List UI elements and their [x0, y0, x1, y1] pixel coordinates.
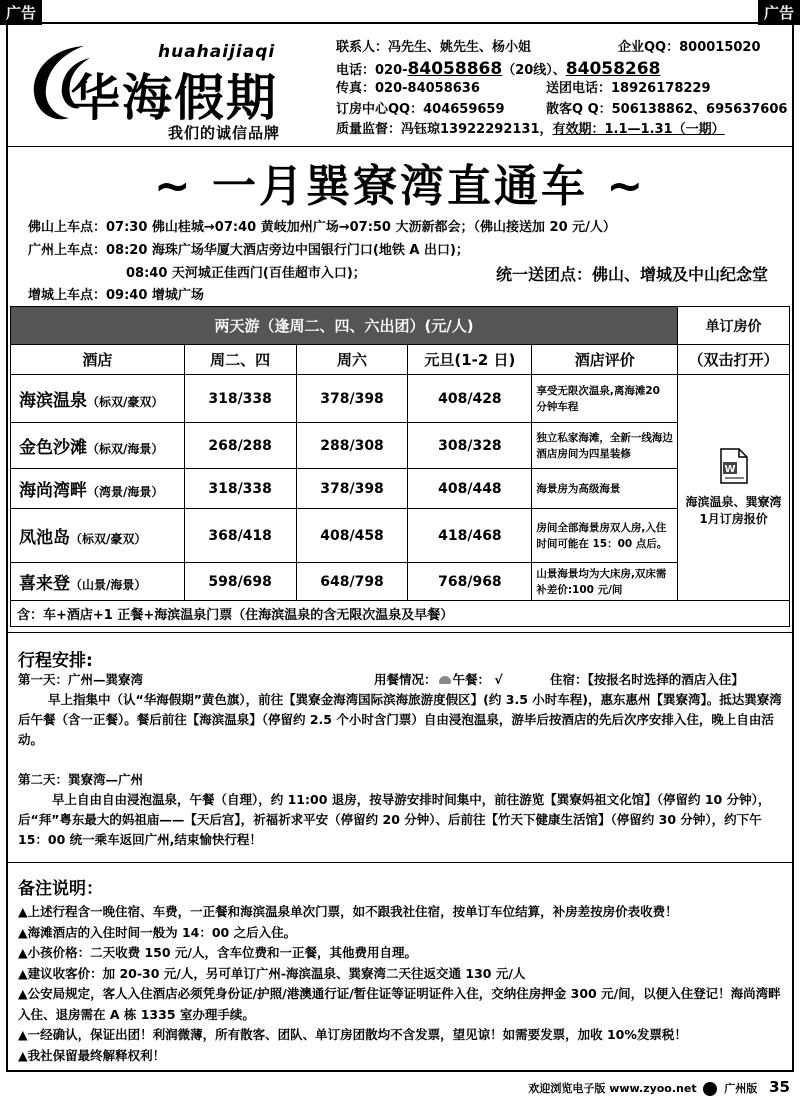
side-sub: （双击打开） — [678, 345, 790, 375]
price-weekday: 318/338 — [184, 375, 296, 423]
day1-header — [18, 670, 784, 690]
doc-caption: 海滨温泉、巽寮湾1月订房报价 — [685, 494, 782, 526]
table-header: 两天游（逢周二、四、六出团）(元/人) — [11, 307, 678, 345]
contact-order-qq: 订房中心QQ：404659659 — [336, 101, 505, 117]
pickup-foshan: 佛山上车点：07:30 佛山桂城→07:40 黄岐加州广场→07:50 大沥新都会；（佛山接送加 20 元/人） — [28, 220, 616, 235]
price-table — [10, 306, 790, 627]
price-newyear: 418/468 — [408, 509, 532, 563]
hotel-name: 金色沙滩（标双/海景） — [11, 423, 185, 469]
day1-text: 早上指集中（认“华海假期”黄色旗），前往【巽寮金海湾国际滨海旅游度假区】(约 3.5 小时车程)，惠东惠州【巽寮湾】。抵达巽寮湾后午餐（含一正餐）。餐后前往【海滨温泉】（停留约 2.5 个小时含门票）自由浸泡温泉，游毕后按酒店的先后次序安排入住，晚上自由活动。 — [18, 692, 782, 747]
hotel-name: 海滨温泉（标双/豪双） — [11, 375, 185, 423]
footer-text: 欢迎浏览电子版 www.zyoo.net — [528, 1082, 697, 1095]
footer-edition: 广州版 — [724, 1082, 758, 1095]
phone-lines: （20线）、 — [502, 62, 566, 78]
itinerary-day1 — [18, 670, 784, 750]
table-row — [11, 375, 790, 423]
ad-tag-left: 广告 — [0, 0, 42, 25]
page-title: ~ 一月巽寮湾直通车 ~ — [153, 161, 647, 212]
phone-label: 电话：020- — [336, 62, 408, 78]
day2-header: 第二天：巽寮湾—广州 — [18, 772, 144, 787]
price-saturday: 648/798 — [296, 563, 408, 601]
price-weekday: 318/338 — [184, 469, 296, 509]
price-newyear: 408/448 — [408, 469, 532, 509]
price-weekday: 368/418 — [184, 509, 296, 563]
contact-validity: 有效期：1.1—1.31（一期） — [552, 122, 725, 137]
day1-stay: 住宿：【按报名时选择的酒店入住】 — [550, 672, 744, 687]
remark-item: ▲小孩价格：二天收费 150 元/人，含车位费和一正餐，其他费用自理。 — [18, 945, 417, 960]
hotel-review: 房间全部海景房双人房,入住时间可能在 15：00 点后。 — [532, 509, 678, 563]
table-row — [11, 563, 790, 601]
price-saturday: 288/308 — [296, 423, 408, 469]
price-saturday: 408/458 — [296, 509, 408, 563]
gather-point: 统一送团点：佛山、增城及中山纪念堂 — [496, 265, 769, 284]
day1-route: 第一天：广州—巽寮湾 — [18, 672, 144, 687]
price-newyear: 308/328 — [408, 423, 532, 469]
price-weekday: 598/698 — [184, 563, 296, 601]
remark-item: ▲海滩酒店的入住时间一般为 14：00 之后入住。 — [18, 924, 297, 940]
price-saturday: 378/398 — [296, 375, 408, 423]
hotel-review: 独立私家海滩，全新一线海边酒店房间为四星装修 — [532, 423, 678, 469]
price-newyear: 768/968 — [408, 563, 532, 601]
contact-guest-qq: 散客Q Q：506138862、695637606 — [546, 101, 788, 117]
itinerary-title: 行程安排: — [18, 651, 93, 671]
col-saturday: 周六 — [296, 345, 408, 375]
footer — [0, 1078, 790, 1096]
price-weekday: 268/288 — [184, 423, 296, 469]
logo-slogan: 我们的诚信品牌 — [168, 124, 281, 142]
page-number: 35 — [769, 1078, 790, 1096]
day1-meal-label: 用餐情况： 午餐： √ — [374, 672, 503, 687]
contact-quality: 质量监督：冯钰琼13922292131， — [336, 122, 553, 137]
contact-delivery: 送团电话：18926178229 — [546, 81, 711, 96]
itinerary-day2 — [18, 770, 784, 850]
col-weekday: 周二、四 — [184, 345, 296, 375]
contact-people: 联系人：冯先生、姚先生、杨小姐 — [336, 40, 532, 55]
ad-tag-right: 广告 — [758, 0, 800, 25]
col-review: 酒店评价 — [532, 345, 678, 375]
table-row — [11, 469, 790, 509]
hotel-review: 享受无限次温泉,离海滩20 分钟车程 — [532, 375, 678, 423]
hotel-name: 喜来登（山景/海景） — [11, 563, 185, 601]
remark-item: ▲上述行程含一晚住宿、车费，一正餐和海滨温泉单次门票，如不跟我社住宿，按单订车位结算，补房差按房价表收费！ — [18, 904, 678, 919]
logo-latin-text: huahaijiaqi — [158, 42, 276, 62]
pickup-guangzhou-2: 08:40 天河城正佳西门(百佳超市入口)； — [126, 266, 366, 281]
side-header: 单订房价 — [678, 307, 790, 345]
includes-note: 含：车+酒店+1 正餐+海滨温泉门票（住海滨温泉的含无限次温泉及早餐） — [11, 601, 790, 627]
col-hotel: 酒店 — [11, 345, 185, 375]
remark-item: ▲建议收客价：加 20-30 元/人，另可单订广州-海滨温泉、巽寮湾二天往返交通 130 元/人 — [18, 965, 526, 981]
remark-item: ▲公安局规定，客人入住酒店必须凭身份证/护照/港澳通行证/暂住证等证明证件入住，交纳住房押金 300 元/间，以便入住登记！海尚湾畔入住、退房需在 A 栋 1335 室办理手续。 — [18, 986, 781, 1022]
remark-item: ▲一经确认，保证出团！利润微薄，所有散客、团队、单订房团散均不含发票，望见谅！如需要发票，加收 10%发票税！ — [18, 1027, 687, 1042]
svg-text:W: W — [724, 463, 736, 475]
remarks-title: 备注说明： — [18, 879, 103, 899]
logo-name: 华海假期 — [70, 68, 278, 127]
table-row — [11, 509, 790, 563]
phone-main: 84058868 — [407, 58, 503, 79]
header-divider — [8, 146, 792, 147]
header — [8, 24, 792, 144]
contact-fax: 传真：020-84058636 — [336, 81, 480, 96]
price-saturday: 378/398 — [296, 469, 408, 509]
word-document-icon[interactable] — [719, 448, 749, 484]
pickup-zengcheng: 增城上车点：09:40 增城广场 — [28, 288, 204, 303]
table-column-headers — [11, 345, 790, 375]
itinerary-divider — [8, 862, 792, 863]
includes-row — [11, 601, 790, 627]
contact-qq-enterprise: 企业QQ：800015020 — [618, 40, 761, 55]
hotel-review: 海景房为高级海景 — [532, 469, 678, 509]
col-newyear: 元旦(1-2 日) — [408, 345, 532, 375]
pickup-guangzhou: 广州上车点：08:20 海珠广场华厦大酒店旁边中国银行门口(地铁 A 出口)； — [28, 243, 469, 258]
price-newyear: 408/428 — [408, 375, 532, 423]
hotel-name: 凤池岛（标双/豪双） — [11, 509, 185, 563]
contact-block — [336, 38, 786, 141]
hotel-review: 山景海景均为大床房,双床需补差价:100 元/间 — [532, 563, 678, 601]
phone-second: 84058268 — [565, 58, 661, 79]
table-divider — [8, 632, 792, 633]
logo — [18, 30, 328, 142]
meal-icon — [439, 676, 451, 684]
day2-text: 早上自由自由浸泡温泉，午餐（自理），约 11:00 退房，按导游安排时间集中，前往游览【巽寮妈祖文化馆】（停留约 10 分钟），后“拜”粤东最大的妈祖庙——【天后宫】，祈福祈求平安（停留约 20 分钟）、后前往【竹天下健康生活馆】（停留约 30 分钟），约下午 15：00 统一乘车返回广州,结束愉快行程！ — [18, 792, 771, 847]
table-row — [11, 423, 790, 469]
remarks-list — [18, 902, 784, 1066]
remark-item: ▲我社保留最终解释权利！ — [18, 1047, 166, 1063]
doc-attachment[interactable] — [678, 375, 790, 601]
hotel-name: 海尚湾畔（湾景/海景） — [11, 469, 185, 509]
footer-badge-icon — [703, 1082, 717, 1096]
